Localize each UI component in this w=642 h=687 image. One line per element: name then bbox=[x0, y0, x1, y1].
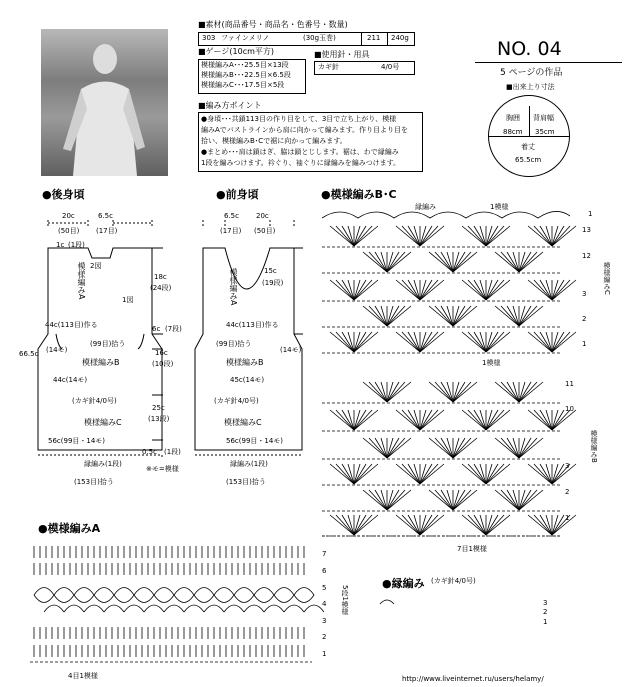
length-value: 65.5cm bbox=[515, 156, 542, 164]
edging-row: 1 bbox=[543, 618, 548, 626]
back-h18: 18c bbox=[154, 273, 167, 281]
bc-row: 1 bbox=[588, 210, 593, 218]
bc-repeat-mid: 1模様 bbox=[482, 359, 501, 367]
back-h05: 0.5c bbox=[142, 448, 157, 456]
back-h25-rows: (13段) bbox=[148, 415, 170, 423]
back-pick-153: (153目)拾う bbox=[74, 478, 114, 486]
bc-side-c: 模様編みC bbox=[603, 262, 611, 295]
front-title: ●前身頃 bbox=[216, 188, 259, 201]
point-line: 編みAでバストラインから肩に向かって編みます。作り目より目を bbox=[201, 126, 409, 134]
back-h16-rows: (10段) bbox=[152, 360, 174, 368]
front-pick-99: (99目)拾う bbox=[216, 340, 252, 348]
front-pattern-a: 模様編みA bbox=[229, 268, 238, 306]
back-edge: 縁編み(1段) bbox=[84, 460, 122, 468]
back-total-height: 66.5c bbox=[19, 350, 39, 358]
a-row: 6 bbox=[322, 567, 327, 575]
yarn-code: 303 bbox=[202, 34, 216, 42]
fig1-ref: 1図 bbox=[122, 296, 134, 304]
edging-row: 3 bbox=[543, 599, 548, 607]
front-shoulder: 6.5c bbox=[224, 212, 239, 220]
front-hem: 56c(99目・14モ) bbox=[226, 437, 284, 445]
point-line: 1段を編みつけます。衿ぐり、袖ぐりに縁編みを編みつけます。 bbox=[201, 159, 401, 167]
tools-hook: カギ針 bbox=[318, 63, 339, 71]
a-side: 5段1模様 bbox=[341, 585, 349, 615]
yarn-amount: 240g bbox=[391, 34, 409, 42]
bc-row: 13 bbox=[582, 226, 591, 234]
gauge-title: ■ゲージ(10cm平方) bbox=[198, 47, 275, 56]
back-pattern-a: 模様編みA bbox=[77, 262, 86, 300]
back-h6: 6c bbox=[152, 325, 161, 333]
back-shoulder-stitches: (17目) bbox=[96, 227, 118, 235]
front-h15-rows: (19段) bbox=[262, 279, 284, 287]
front-neck-stitches: (50目) bbox=[254, 227, 276, 235]
back-hem: 56c(99目・14モ) bbox=[48, 437, 106, 445]
a-row: 3 bbox=[322, 617, 327, 625]
no-label: NO. 04 bbox=[497, 38, 562, 60]
finished-title: ■出来上り寸法 bbox=[506, 83, 555, 91]
materials-title: ■素材(商品番号・商品名・色番号・数量) bbox=[198, 20, 348, 29]
back-pattern-c: 模様編みC bbox=[84, 418, 122, 427]
back-width-stitches: (50目) bbox=[58, 227, 80, 235]
front-h15: 15c bbox=[264, 267, 277, 275]
edging-hook: (カギ針4/0号) bbox=[431, 577, 476, 585]
a-row: 1 bbox=[322, 650, 327, 658]
a-title: ●模様編みA bbox=[38, 522, 101, 535]
back-hook: (カギ針4/0号) bbox=[72, 397, 117, 405]
bc-row: 2 bbox=[582, 315, 587, 323]
yarn-color: 211 bbox=[367, 34, 381, 42]
yarn-weight: (30g玉巻) bbox=[303, 34, 336, 42]
bust-label: 胸囲 bbox=[506, 114, 520, 122]
back-rows-14: (14モ) bbox=[46, 346, 68, 354]
front-hook: (カギ針4/0号) bbox=[214, 397, 259, 405]
a-row: 5 bbox=[322, 584, 327, 592]
back-mid-width: 44c(14モ) bbox=[53, 376, 88, 384]
footer-url: http://www.liveinternet.ru/users/helamy/ bbox=[402, 675, 544, 683]
back-title: ●後身頃 bbox=[42, 188, 85, 201]
point-line: ●まとめ･･･肩は鎖はぎ、脇は鎖とじします。裾は、わで縁編み bbox=[201, 148, 399, 156]
bc-title: ●模様編みB･C bbox=[321, 188, 397, 201]
fig2-ref: 2図 bbox=[90, 262, 102, 270]
back-h25: 25c bbox=[152, 404, 165, 412]
back-width: 20c bbox=[62, 212, 75, 220]
shoulder-value: 35cm bbox=[535, 128, 555, 136]
front-pattern-b: 模様編みB bbox=[226, 358, 264, 367]
page-ref: 5 ページの作品 bbox=[500, 68, 563, 78]
back-neck-drop: 1c bbox=[56, 241, 65, 249]
back-h05-rows: (1段) bbox=[164, 448, 181, 456]
length-label: 着丈 bbox=[521, 143, 535, 151]
bc-row: 2 bbox=[565, 488, 570, 496]
bc-side-b: 模様編みB bbox=[590, 430, 598, 463]
a-row: 2 bbox=[322, 633, 327, 641]
a-row: 7 bbox=[322, 550, 327, 558]
front-edge: 縁編み(1段) bbox=[230, 460, 268, 468]
edging-row: 2 bbox=[543, 608, 548, 616]
bc-repeat-top: 1模様 bbox=[490, 203, 509, 211]
gauge-a: 模様編みA･･･25.5目×13段 bbox=[201, 61, 289, 69]
bust-value: 88cm bbox=[503, 128, 523, 136]
front-shoulder-stitches: (17目) bbox=[220, 227, 242, 235]
bc-row: 10 bbox=[565, 405, 574, 413]
back-bust: 44c(113目)作る bbox=[45, 321, 98, 329]
gauge-b: 模様編みB･･･22.5目×6.5段 bbox=[201, 71, 291, 79]
back-h16: 16c bbox=[155, 349, 168, 357]
a-row: 4 bbox=[322, 600, 327, 608]
front-rows-14: (14モ) bbox=[280, 346, 302, 354]
front-pattern-c: 模様編みC bbox=[224, 418, 262, 427]
back-shoulder: 6.5c bbox=[98, 212, 113, 220]
tools-title: ■使用針・用具 bbox=[314, 50, 370, 59]
bc-row: 12 bbox=[582, 252, 591, 260]
bc-edge-label: 縁編み bbox=[415, 203, 436, 211]
back-h6-rows: (7段) bbox=[165, 325, 182, 333]
front-pick-153: (153目)拾う bbox=[226, 478, 266, 486]
points-title: ■編み方ポイント bbox=[198, 101, 262, 110]
point-line: ●身頃･･･共鎖113目の作り目をして、3目で立ち上がり、模様 bbox=[201, 115, 397, 123]
gauge-c: 模様編みC･･･17.5目×5段 bbox=[201, 81, 285, 89]
bc-row: 3 bbox=[582, 290, 587, 298]
mo-note: ※モ=模様 bbox=[146, 465, 179, 473]
edging-title: ●縁編み bbox=[382, 577, 425, 590]
point-line: 拾い、模様編みB･Cで裾に向かって編みます。 bbox=[201, 137, 347, 145]
bc-bottom: 7目1模様 bbox=[457, 545, 487, 553]
back-pattern-b: 模様編みB bbox=[82, 358, 120, 367]
tools-size: 4/0号 bbox=[381, 63, 400, 71]
bc-row: 3 bbox=[565, 462, 570, 470]
back-h18-rows: (24段) bbox=[150, 284, 172, 292]
back-pick-99: (99目)拾う bbox=[90, 340, 126, 348]
bc-row: 1 bbox=[582, 340, 587, 348]
front-neck: 20c bbox=[256, 212, 269, 220]
bc-row: 1 bbox=[565, 514, 570, 522]
picot bbox=[380, 600, 394, 604]
shoulder-label: 背肩幅 bbox=[533, 114, 554, 122]
bc-row: 11 bbox=[565, 380, 574, 388]
back-neck-rows: (1段) bbox=[68, 241, 85, 249]
a-bottom: 4目1模様 bbox=[68, 672, 98, 680]
yarn-name: ファインメリノ bbox=[221, 34, 270, 42]
front-mid-width: 45c(14モ) bbox=[230, 376, 265, 384]
front-bust: 44c(113目)作る bbox=[226, 321, 279, 329]
